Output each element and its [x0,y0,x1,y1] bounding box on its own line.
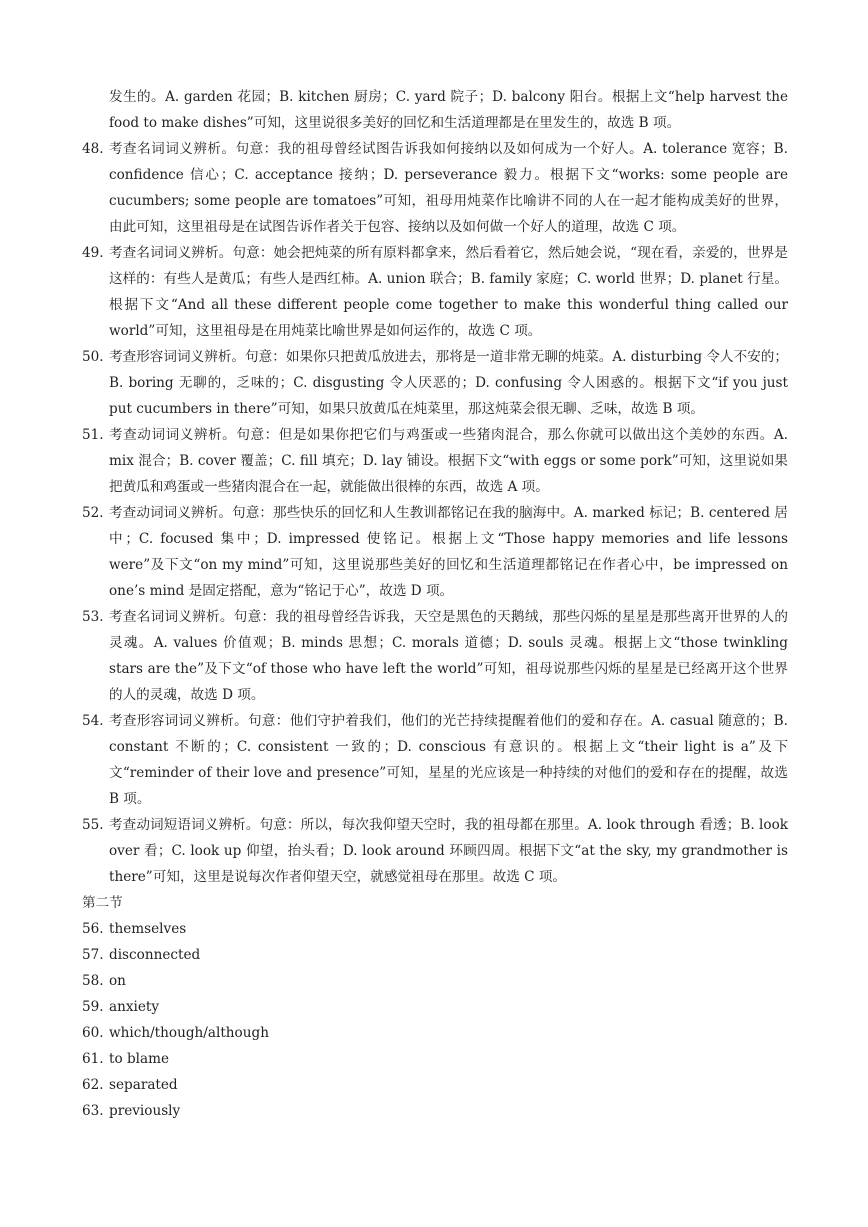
item-number: 53. [82,609,104,625]
explanation-item-50 [82,344,788,422]
item-number: 50. [82,349,104,365]
item-text: 考查形容词词义辨析。句意：如果你只把黄瓜放进去，那将是一道非常无聊的炖菜。A. disturbing 令人不安的；B. boring 无聊的，乏味的；C. disgusting 令人厌恶的；D. confusing 令人困惑的。根据下文“if you just put cucumbers in there”可知，如果只放黄瓜在炖菜里，那这炖菜会很无聊、乏味，故选 B 项。 [109,349,788,417]
answer-text: to blame [109,1051,170,1067]
answer-text: which/though/although [109,1025,269,1041]
answer-item [82,1020,788,1046]
item-text: 考查形容词词义辨析。句意：他们守护着我们，他们的光芒持续提醒着他们的爱和存在。A. casual 随意的；B. constant 不断的；C. consistent 一致的；D. conscious 有意识的。根据上文“their light is a”及下文“reminder of their love and presence”可知，星星的光应该是一种持续的对他们的爱和存在的提醒，故选 B 项。 [109,713,788,807]
item-text: 考查动词短语词义辨析。句意：所以，每次我仰望天空时，我的祖母都在那里。A. look through 看透；B. look over 看；C. look up 仰望，抬头看；D. look around 环顾四周。根据下文“at the sky, my grandmother is there”可知，这里是说每次作者仰望天空，就感觉祖母在那里。故选 C 项。 [109,817,788,885]
answer-number: 58. [82,973,104,989]
answer-item [82,1072,788,1098]
answer-item [82,916,788,942]
explanation-item-49 [82,240,788,344]
explanation-item-48 [82,136,788,240]
explanation-item-55 [82,812,788,890]
answer-text: on [109,973,126,989]
answer-text: separated [109,1077,178,1093]
item-number: 48. [82,141,104,157]
item-text: 考查名词词义辨析。句意：我的祖母曾经试图告诉我如何接纳以及如何成为一个好人。A. tolerance 宽容；B. confidence 信心；C. acceptance 接纳；D. perseverance 毅力。根据下文“works: some people are cucumbers; some people are tomatoes”可知，祖母用炖菜作比喻讲不同的人在一起才能构成美好的世界，由此可知，这里祖母是在试图告诉作者关于包容、接纳以及如何做一个好人的道理，故选 C 项。 [109,141,788,235]
item-text: 考查动词词义辨析。句意：那些快乐的回忆和人生教训都铭记在我的脑海中。A. marked 标记；B. centered 居中；C. focused 集中；D. impressed 使铭记。根据上文“Those happy memories and life lessons were”及下文“on my mind”可知，这里说那些美好的回忆和生活道理都铭记在作者心中，be impressed on one’s mind 是固定搭配，意为“铭记于心”，故选 D 项。 [109,505,788,599]
answer-item [82,1046,788,1072]
item-text: 考查名词词义辨析。句意：她会把炖菜的所有原料都拿来，然后看着它，然后她会说，“现在看，亲爱的，世界是这样的：有些人是黄瓜；有些人是西红柿。A. union 联合；B. family 家庭；C. world 世界；D. planet 行星。根据下文“And all these different people come together to make this wonderful thing called our world”可知，这里祖母是在用炖菜比喻世界是如何运作的，故选 C 项。 [109,245,788,339]
item-number: 51. [82,427,104,443]
answer-text: anxiety [109,999,160,1015]
answer-number: 61. [82,1051,104,1067]
answer-number: 62. [82,1077,104,1093]
answer-text: disconnected [109,947,201,963]
answer-number: 60. [82,1025,104,1041]
explanation-item-51 [82,422,788,500]
answer-item [82,994,788,1020]
answer-number: 56. [82,921,104,937]
answer-text: themselves [109,921,187,937]
answer-text: previously [109,1103,181,1119]
item-number: 55. [82,817,104,833]
explanation-item-53 [82,604,788,708]
answer-item [82,942,788,968]
section-heading: 第二节 [82,895,123,911]
answer-item [82,968,788,994]
item-text: 考查名词词义辨析。句意：我的祖母曾经告诉我，天空是黑色的天鹅绒，那些闪烁的星星是那些离开世界的人的灵魂。A. values 价值观；B. minds 思想；C. morals 道德；D. souls 灵魂。根据上文“those twinkling stars are the”及下文“of those who have left the world”可知，祖母说那些闪烁的星星是已经离开这个世界的人的灵魂，故选 D 项。 [109,609,788,703]
explanation-item-54 [82,708,788,812]
answer-number: 57. [82,947,104,963]
intro-paragraph: 发生的。A. garden 花园；B. kitchen 厨房；C. yard 院子；D. balcony 阳台。根据上文“help harvest the food to make dishes”可知，这里说很多美好的回忆和生活道理都是在里发生的，故选 B 项。 [109,89,788,131]
item-number: 54. [82,713,104,729]
item-number: 49. [82,245,104,261]
item-number: 52. [82,505,104,521]
explanation-item-52 [82,500,788,604]
answer-number: 59. [82,999,104,1015]
item-text: 考查动词词义辨析。句意：但是如果你把它们与鸡蛋或一些猪肉混合，那么你就可以做出这个美妙的东西。A. mix 混合；B. cover 覆盖；C. fill 填充；D. lay 铺设。根据下文“with eggs or some pork”可知，这里说如果把黄瓜和鸡蛋或一些猪肉混合在一起，就能做出很棒的东西，故选 A 项。 [109,427,788,495]
answer-list [82,916,788,1124]
answer-number: 63. [82,1103,104,1119]
answer-item [82,1098,788,1124]
